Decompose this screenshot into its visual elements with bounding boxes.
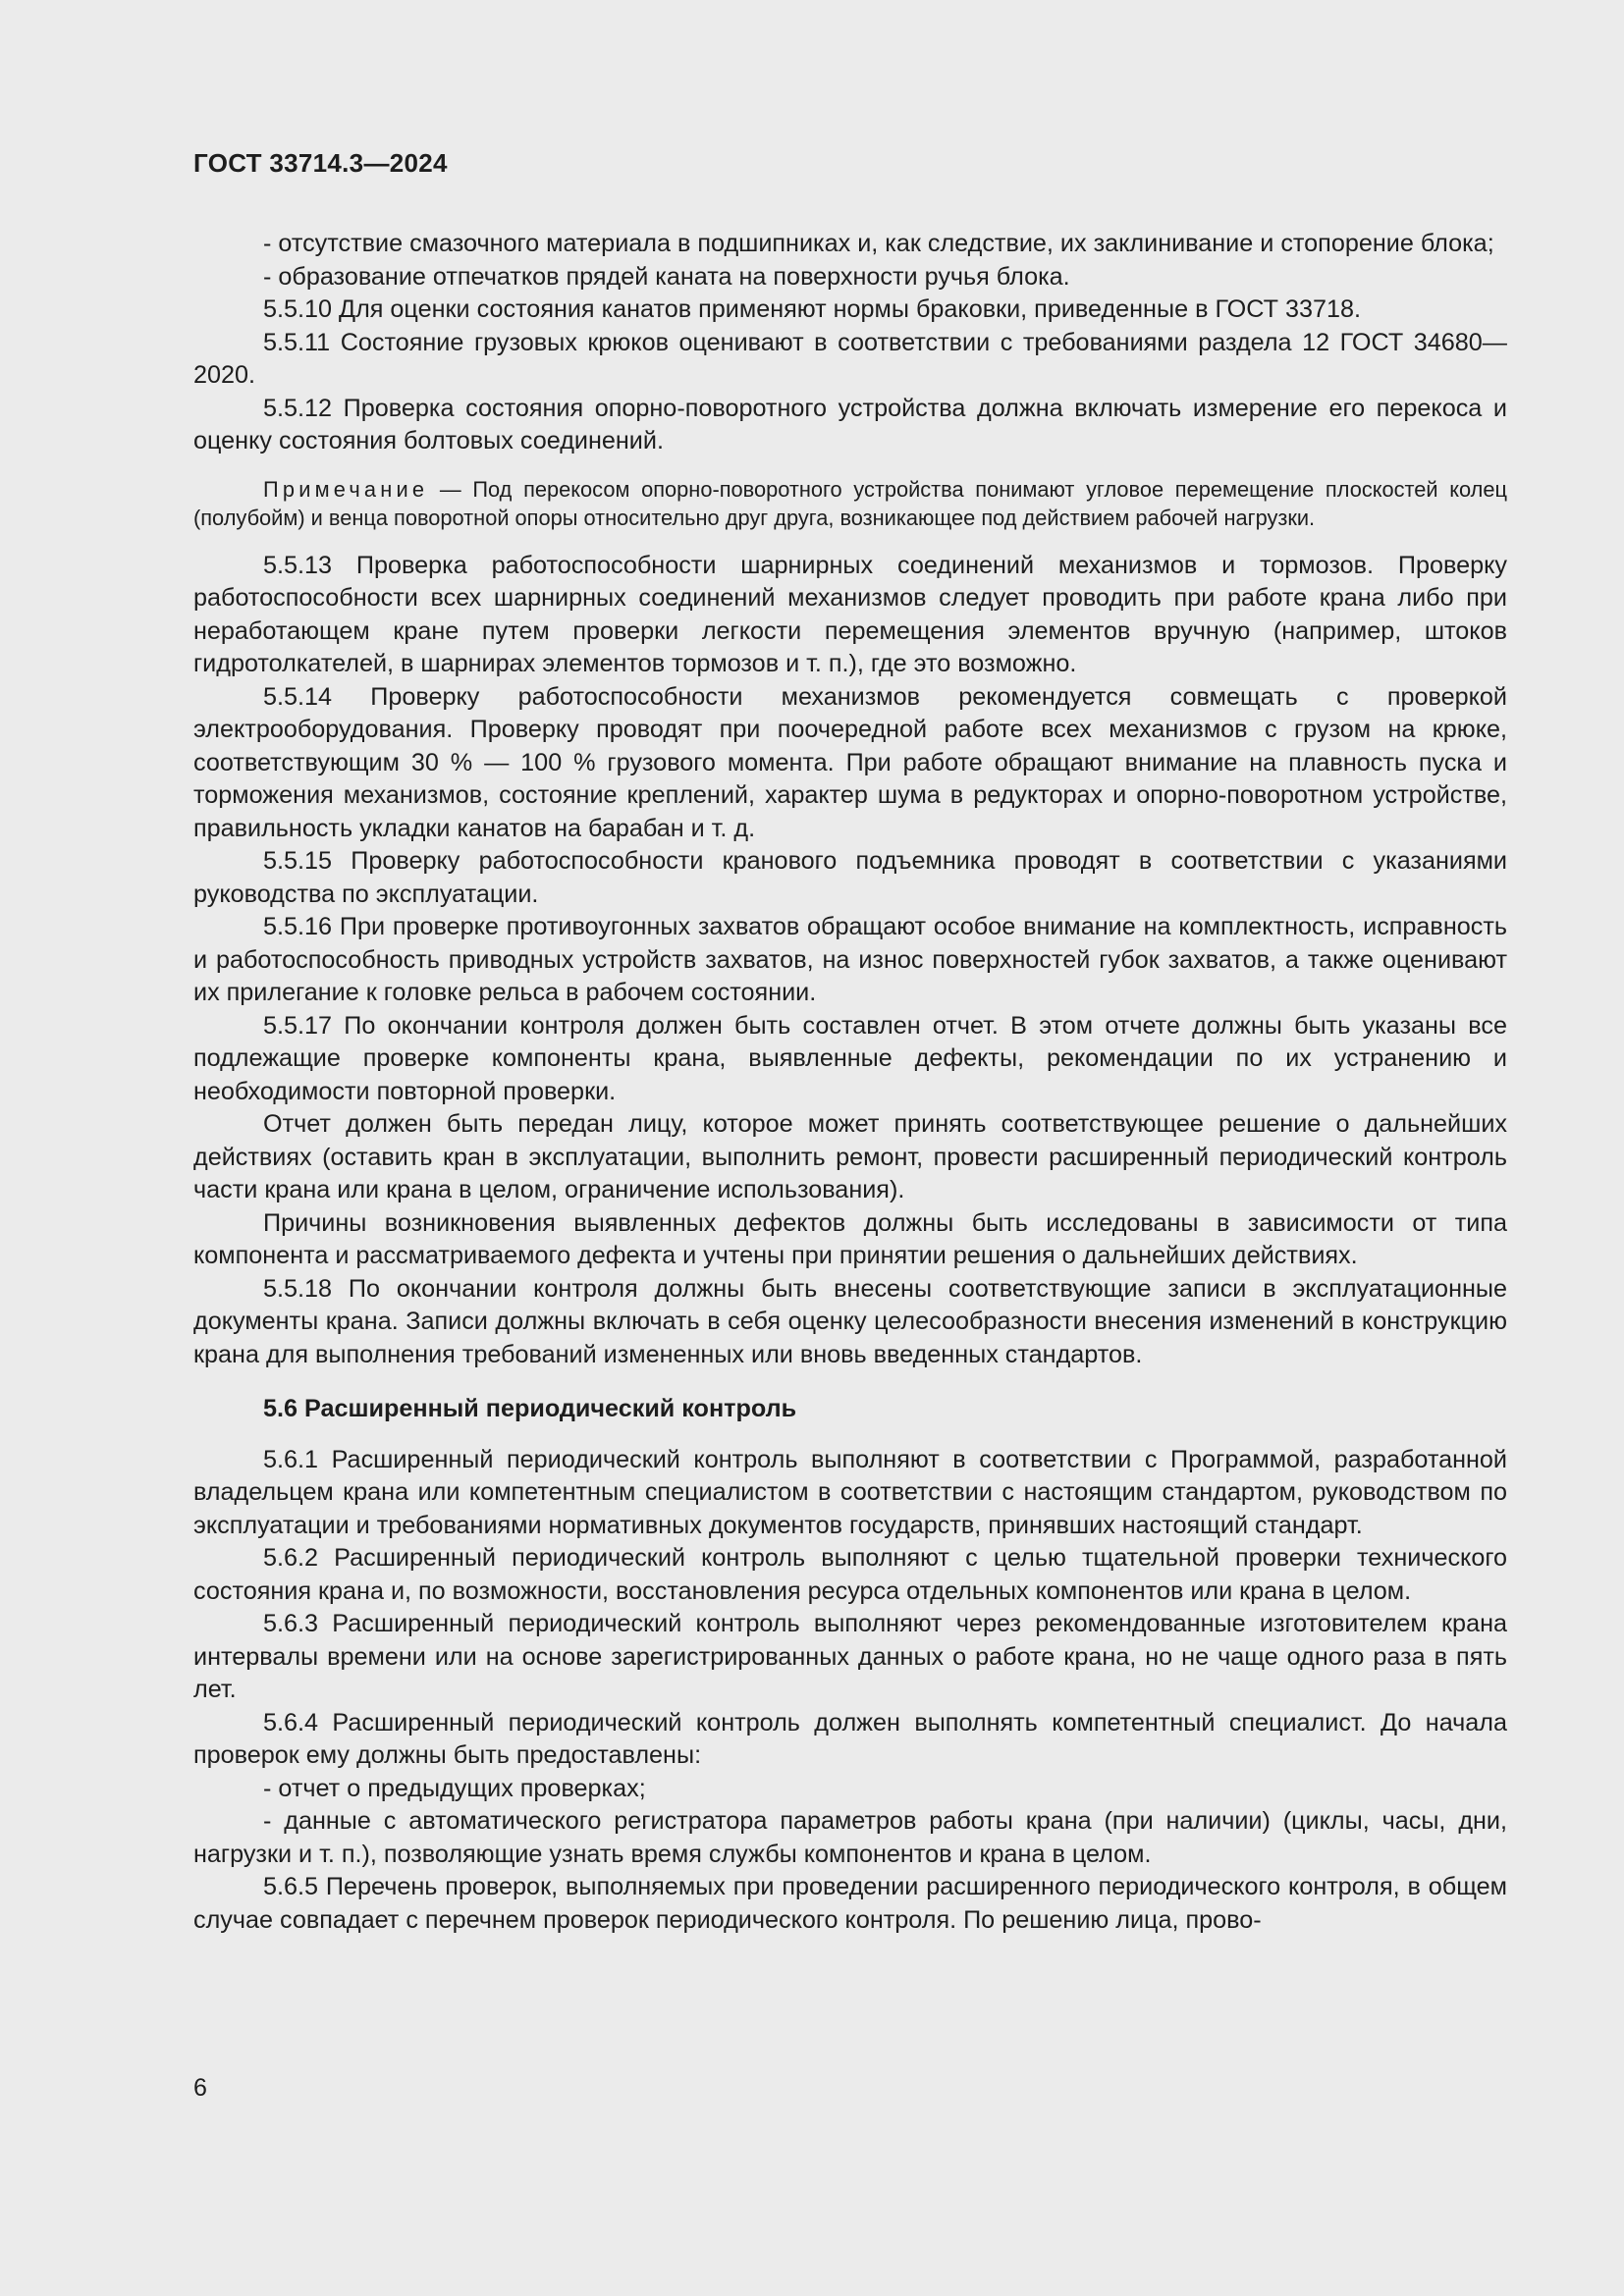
- note-dash: —: [428, 476, 473, 502]
- paragraph: 5.6.1 Расширенный периодический контроль выполняют в соответствии с Программой, разработанной владельцем крана или компетентным специалистом в соответствии с настоящим стандартом, руководством по эксплуатации и требованиями нормативных документов государств, принявших настоящий стандарт.: [193, 1445, 1507, 1539]
- note-label: Примечание: [263, 476, 429, 502]
- paragraph: Причины возникновения выявленных дефектов должны быть исследованы в зависимости от типа компонента и рассматриваемого дефекта и учтены при принятии решения о дальнейших действиях.: [193, 1208, 1507, 1269]
- paragraph: 5.5.17 По окончании контроля должен быть составлен отчет. В этом отчете должны быть указаны все подлежащие проверке компоненты крана, выявленные дефекты, рекомендации по их устранению и необходимости повторной проверки.: [193, 1011, 1507, 1105]
- note-text: Под перекосом опорно-поворотного устройства понимают угловое перемещение плоскостей колец (полубойм) и венца поворотной опоры относительно друг друга, возникающее под действием рабочей нагрузки.: [193, 476, 1507, 530]
- paragraph: 5.6.4 Расширенный периодический контроль должен выполнять компетентный специалист. До начала проверок ему должны быть предоставлены:: [193, 1708, 1507, 1769]
- paragraph: 5.5.11 Состояние грузовых крюков оценивают в соответствии с требованиями раздела 12 ГОСТ 34680—2020.: [193, 328, 1507, 389]
- paragraph: 5.5.15 Проверку работоспособности кранового подъемника проводят в соответствии с указаниями руководства по эксплуатации.: [193, 847, 1507, 908]
- paragraph: - образование отпечатков прядей каната на поверхности ручья блока.: [263, 262, 1070, 291]
- document-body: [193, 228, 1507, 1937]
- paragraph: - отчет о предыдущих проверках;: [263, 1774, 646, 1802]
- paragraph: 5.5.12 Проверка состояния опорно-поворотного устройства должна включать измерение его перекоса и оценку состояния болтовых соединений.: [193, 394, 1507, 454]
- paragraph: 5.5.10 Для оценки состояния канатов применяют нормы браковки, приведенные в ГОСТ 33718.: [263, 295, 1362, 323]
- paragraph: 5.6.3 Расширенный периодический контроль выполняют через рекомендованные изготовителем крана интервалы времени или на основе зарегистрированных данных о работе крана, но не чаще одного раза в пять лет.: [193, 1610, 1507, 1703]
- paragraph: 5.5.14 Проверку работоспособности механизмов рекомендуется совмещать с проверкой электрооборудования. Проверку проводят при поочередной работе всех механизмов с грузом на крюке, соответствующим 30 % — 100 % грузового момента. При работе обращают внимание на плавность пуска и торможения механизмов, состояние креплений, характер шума в редукторах и опорно-поворотном устройстве, правильность укладки канатов на барабан и т. д.: [193, 682, 1507, 842]
- paragraph: - отсутствие смазочного материала в подшипниках и, как следствие, их заклинивание и стопорение блока;: [263, 230, 1494, 257]
- section-heading: 5.6 Расширенный периодический контроль: [263, 1395, 797, 1422]
- paragraph: 5.5.13 Проверка работоспособности шарнирных соединений механизмов и тормозов. Проверку работоспособности всех шарнирных соединений механизмов следует проводить при работе крана либо при неработающем кране путем проверки легкости перемещения элементов вручную (например, штоков гидротолкателей, в шарнирах элементов тормозов и т. п.), где это возможно.: [193, 551, 1507, 677]
- paragraph: - данные с автоматического регистратора параметров работы крана (при наличии) (циклы, часы, дни, нагрузки и т. п.), позволяющие узнать время службы компонентов и крана в целом.: [193, 1807, 1507, 1868]
- paragraph: 5.6.2 Расширенный периодический контроль выполняют с целью тщательной проверки технического состояния крана и, по возможности, восстановления ресурса отдельных компонентов или крана в целом.: [193, 1544, 1507, 1605]
- paragraph: Отчет должен быть передан лицу, которое может принять соответствующее решение о дальнейших действиях (оставить кран в эксплуатации, выполнить ремонт, провести расширенный периодический контроль части крана или крана в целом, ограничение использования).: [193, 1110, 1507, 1203]
- note: [193, 475, 1507, 533]
- paragraph: 5.5.16 При проверке противоугонных захватов обращают особое внимание на комплектность, исправность и работоспособность приводных устройств захватов, на износ поверхностей губок захватов, а также оценивают их прилегание к головке рельса в рабочем состоянии.: [193, 913, 1507, 1006]
- paragraph: 5.6.5 Перечень проверок, выполняемых при проведении расширенного периодического контроля, в общем случае совпадает с перечнем проверок периодического контроля. По решению лица, прово-: [193, 1873, 1507, 1934]
- document-header: ГОСТ 33714.3—2024: [193, 148, 448, 178]
- paragraph: 5.5.18 По окончании контроля должны быть внесены соответствующие записи в эксплуатационные документы крана. Записи должны включать в себя оценку целесообразности внесения изменений в конструкцию крана для выполнения требований измененных или вновь введенных стандартов.: [193, 1274, 1507, 1368]
- page-number: 6: [193, 2074, 207, 2102]
